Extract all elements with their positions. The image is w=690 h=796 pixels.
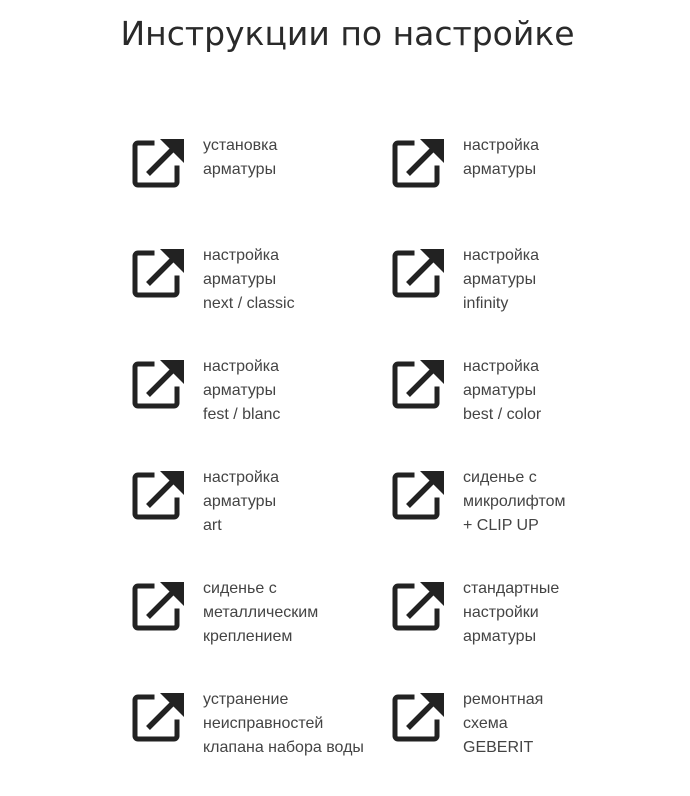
external-link-icon	[391, 690, 447, 746]
instruction-link-label: стандартные настройки арматуры	[463, 580, 560, 645]
instruction-link-installation[interactable]	[131, 134, 371, 214]
instruction-link-best-color[interactable]	[391, 355, 631, 435]
instruction-link-label: установка арматуры	[203, 137, 278, 178]
instruction-link-adjustment[interactable]	[391, 134, 631, 214]
instruction-link-art[interactable]	[131, 466, 371, 546]
external-link-icon	[131, 136, 187, 192]
instruction-link-label: сиденье с микролифтом + CLIP UP	[463, 469, 566, 534]
instruction-link-standard-settings[interactable]	[391, 577, 631, 657]
external-link-icon	[391, 246, 447, 302]
external-link-icon	[131, 357, 187, 413]
instruction-link-label: настройка арматуры art	[203, 469, 280, 534]
instruction-link-seat-metal[interactable]	[131, 577, 371, 657]
instruction-link-label: настройка арматуры best / color	[463, 358, 542, 423]
page-title: Инструкции по настройке	[120, 14, 575, 53]
external-link-icon	[131, 246, 187, 302]
instruction-link-label: настройка арматуры fest / blanc	[203, 358, 281, 423]
external-link-icon	[131, 468, 187, 524]
instruction-link-infinity[interactable]	[391, 244, 631, 324]
instruction-link-troubleshooting[interactable]	[131, 688, 371, 768]
external-link-icon	[391, 357, 447, 413]
external-link-icon	[131, 690, 187, 746]
instruction-link-repair-scheme[interactable]	[391, 688, 631, 768]
external-link-icon	[391, 579, 447, 635]
instruction-link-label: сиденье с металлическим креплением	[203, 580, 319, 645]
external-link-icon	[131, 579, 187, 635]
instruction-link-label: настройка арматуры	[463, 137, 540, 178]
instruction-link-fest-blanc[interactable]	[131, 355, 371, 435]
external-link-icon	[391, 468, 447, 524]
instruction-link-next-classic[interactable]	[131, 244, 371, 324]
instruction-link-label: настройка арматуры next / classic	[203, 247, 295, 312]
external-link-icon	[391, 136, 447, 192]
instruction-link-label: настройка арматуры infinity	[463, 247, 540, 312]
instruction-link-seat-softclose[interactable]	[391, 466, 631, 546]
instruction-link-label: устранение неисправностей клапана набора воды	[203, 691, 364, 756]
instruction-link-label: ремонтная схема GEBERIT	[463, 691, 544, 756]
